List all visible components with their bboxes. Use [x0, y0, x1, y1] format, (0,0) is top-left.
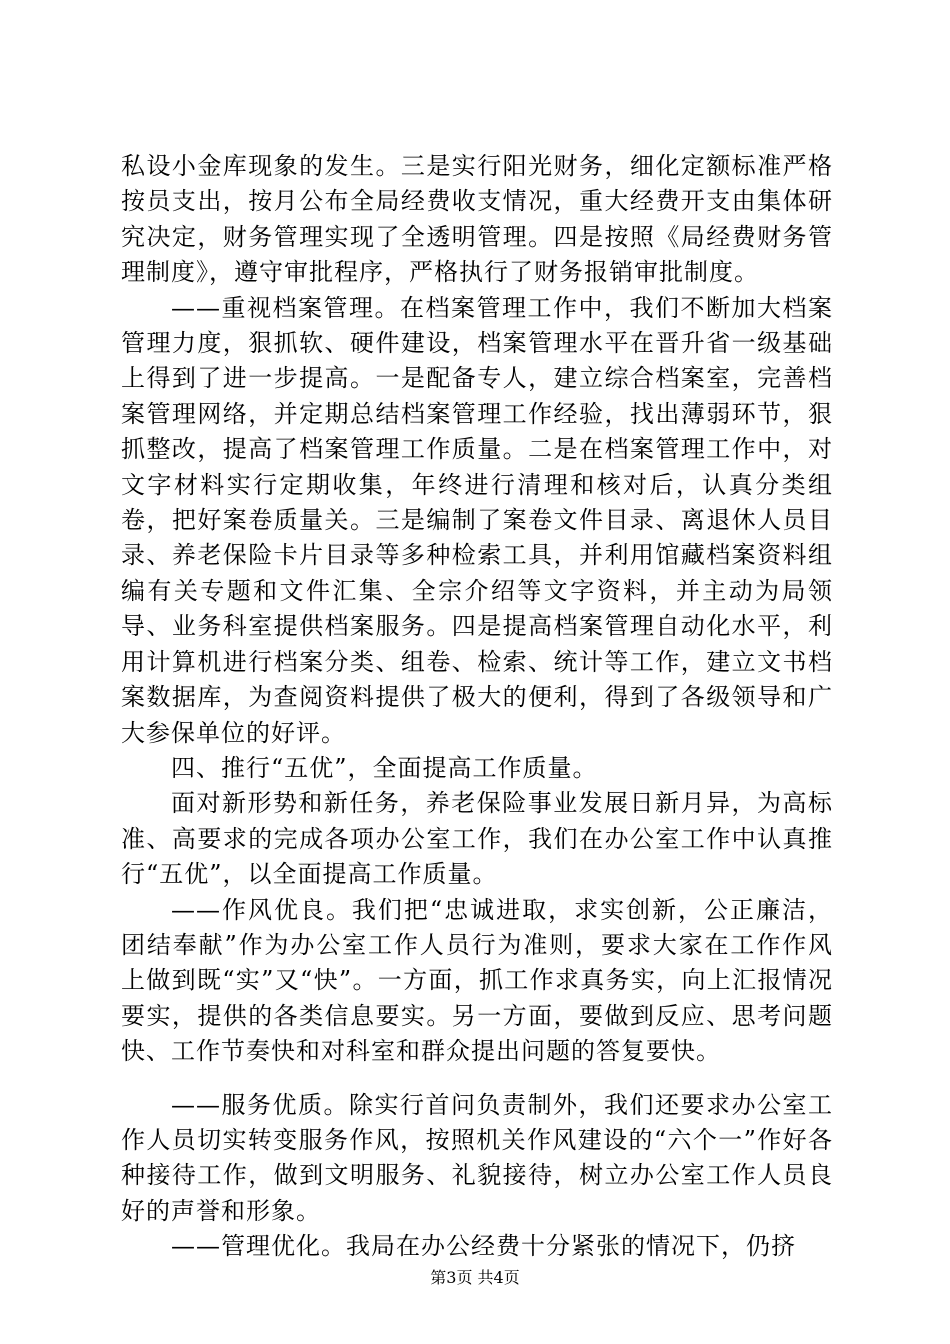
- page-number-label: 第3页 共4页: [430, 1268, 520, 1287]
- paragraph-service-quality: ——服务优质。除实行首问负责制外，我们还要求办公室工作人员切实转变服务作风，按照机关作风建设的“六个一”作好各种接待工作，做到文明服务、礼貌接待，树立办公室工作人员良好的声誉和形象。: [121, 1090, 833, 1225]
- paragraph-management-optimization: ——管理优化。我局在办公经费十分紧张的情况下，仍挤: [171, 1232, 796, 1261]
- paragraph-section-four-intro: 面对新形势和新任务，养老保险事业发展日新月异，为高标准、高要求的完成各项办公室工作，我们在办公室工作中认真推行“五优”，以全面提高工作质量。: [121, 789, 833, 889]
- paragraph-gap: [121, 1070, 833, 1088]
- paragraph-archives-management: ——重视档案管理。在档案管理工作中，我们不断加大档案管理力度，狠抓软、硬件建设，档案管理水平在晋升省一级基础上得到了进一步提高。一是配备专人，建立综合档案室，完善档案管理网络，并定期总结档案管理工作经验，找出薄弱环节，狠抓整改，提高了档案管理工作质量。二是在档案管理工作中，对文字材料实行定期收集，年终进行清理和核对后，认真分类组卷，把好案卷质量关。三是编制了案卷文件目录、离退休人员目录、养老保险卡片目录等多种检索工具，并利用馆藏档案资料组编有关专题和文件汇集、全宗介绍等文字资料，并主动为局领导、业务科室提供档案服务。四是提高档案管理自动化水平，利用计算机进行档案分类、组卷、检索、统计等工作，建立文书档案数据库，为查阅资料提供了极大的便利，得到了各级领导和广大参保单位的好评。: [121, 293, 833, 747]
- paragraph-work-style: ——作风优良。我们把“忠诚进取，求实创新，公正廉洁，团结奉献”作为办公室工作人员行为准则，要求大家在工作作风上做到既“实”又“快”。一方面，抓工作求真务实，向上汇报情况要实，提供的各类信息要实。另一方面，要做到反应、思考问题快、工作节奏快和对科室和群众提出问题的答复要快。: [121, 895, 833, 1066]
- page-footer: [0, 1268, 950, 1288]
- document-body: [121, 149, 833, 1265]
- section-four-heading: 四、推行“五优”，全面提高工作质量。: [171, 753, 598, 782]
- paragraph-finance-continued: 私设小金库现象的发生。三是实行阳光财务，细化定额标准严格按员支出，按月公布全局经费收支情况，重大经费开支由集体研究决定，财务管理实现了全透明管理。四是按照《局经费财务管理制度》，遵守审批程序，严格执行了财务报销审批制度。: [121, 152, 833, 287]
